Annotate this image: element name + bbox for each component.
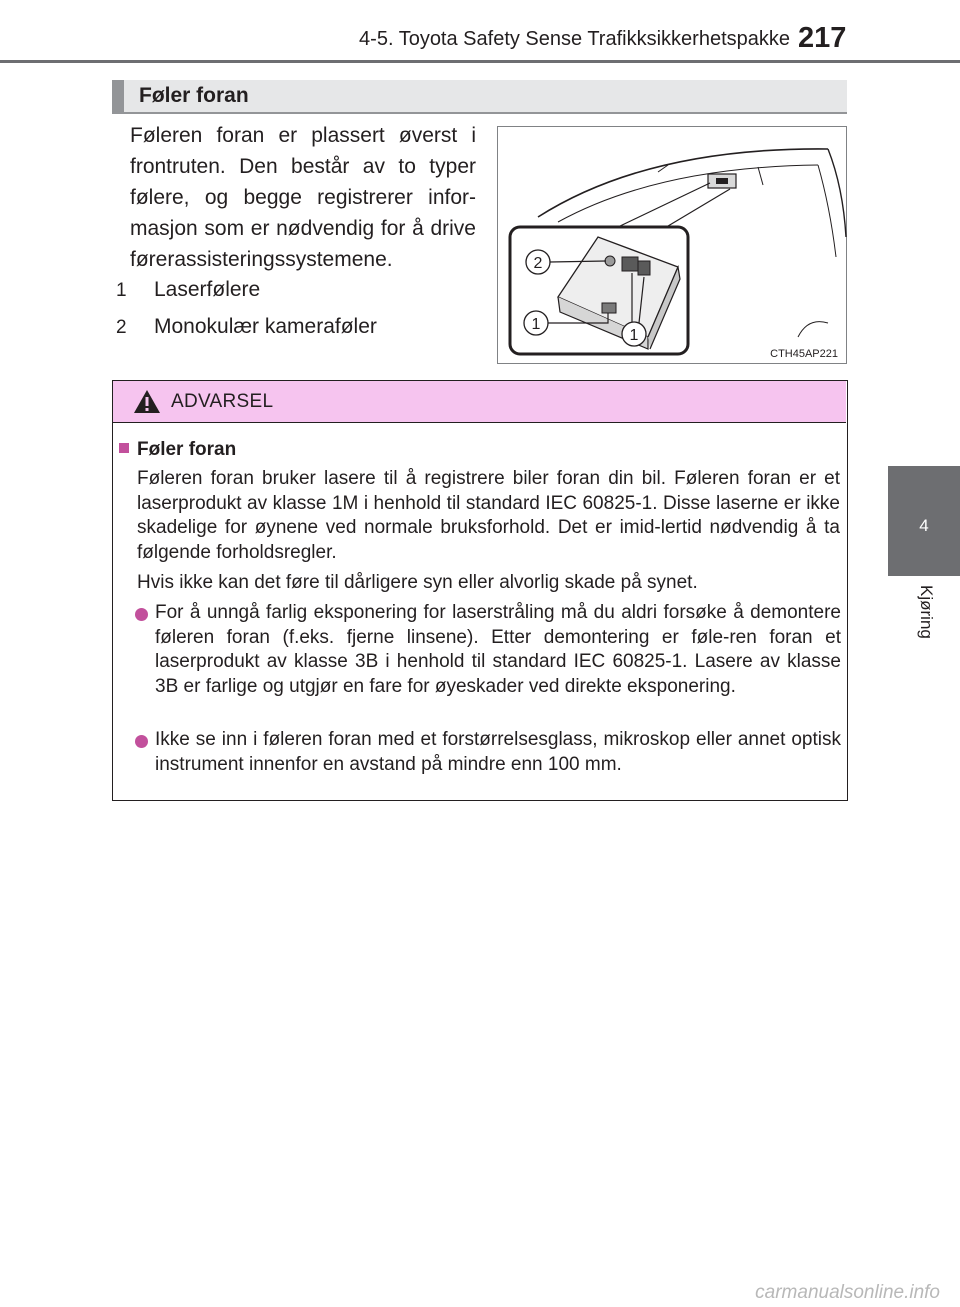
chapter-tab-label: Kjøring — [917, 585, 936, 639]
sensor-illustration — [497, 126, 847, 364]
section-intro: Føleren foran er plassert øverst i frontruten. Den består av to typer følere, og begge registrerer infor-masjon som er nødvendig for å drive førerassisteringssystemene. — [130, 124, 476, 271]
callout-label: 1 — [629, 327, 639, 344]
warning-box — [112, 380, 848, 801]
warning-header — [113, 381, 846, 423]
warning-triangle-icon — [133, 389, 161, 414]
section-bar-accent — [112, 80, 124, 112]
circle-bullet-icon — [135, 735, 148, 748]
windshield-sensor-drawing — [498, 127, 848, 365]
watermark: carmanualsonline.info — [755, 1282, 940, 1303]
circle-bullet-icon — [135, 608, 148, 621]
callout-label: 1 — [531, 316, 541, 333]
legend-number: 1 — [116, 280, 127, 301]
section-heading-bar — [112, 80, 847, 114]
figure-code: CTH45AP221 — [770, 348, 838, 360]
header-title: 4-5. Toyota Safety Sense Trafikksikkerhetspakke — [359, 28, 790, 50]
legend-label: Monokulær kameraføler — [154, 315, 377, 338]
legend-number: 2 — [116, 317, 127, 338]
section-title: Føler foran — [139, 84, 249, 107]
warning-paragraph: Hvis ikke kan det føre til dårligere syn eller alvorlig skade på synet. — [137, 572, 698, 593]
chapter-tab-number: 4 — [919, 516, 929, 535]
callout-label: 2 — [533, 255, 543, 272]
legend-item — [116, 315, 377, 339]
square-bullet-icon — [119, 443, 129, 453]
header-divider — [0, 60, 960, 63]
warning-bullet: Ikke se inn i føleren foran med et forstørrelsesglass, mikroskop eller annet optisk instrument innenfor en avstand på mindre enn 100 mm. — [155, 729, 841, 775]
warning-subheading — [119, 439, 236, 461]
page-number: 217 — [798, 22, 847, 54]
legend-item — [116, 278, 260, 302]
legend-label: Laserfølere — [154, 278, 261, 301]
warning-subheading-text: Føler foran — [137, 439, 237, 460]
chapter-tab — [888, 466, 960, 576]
warning-label: ADVARSEL — [171, 391, 274, 412]
warning-bullet: For å unngå farlig eksponering for laserstråling må du aldri forsøke å demontere føleren foran (f.eks. fjerne linsene). Etter demontering er føle-ren foran et laserprodukt av klasse 3B i henhold til standard IEC 60825-1. Lasere av klasse 3B er farlige og utgjør en fare for øyeskader ved direkte eksponering. — [155, 602, 841, 697]
warning-paragraph: Føleren foran bruker lasere til å registrere biler foran din bil. Føleren foran er et laserprodukt av klasse 1M i henhold til standard IEC 60825-1. Disse laserne er ikke skadelige for øynene ved normale bruksforhold. Det er imid-lertid nødvendig å ta følgende forholdsregler. — [137, 468, 840, 563]
